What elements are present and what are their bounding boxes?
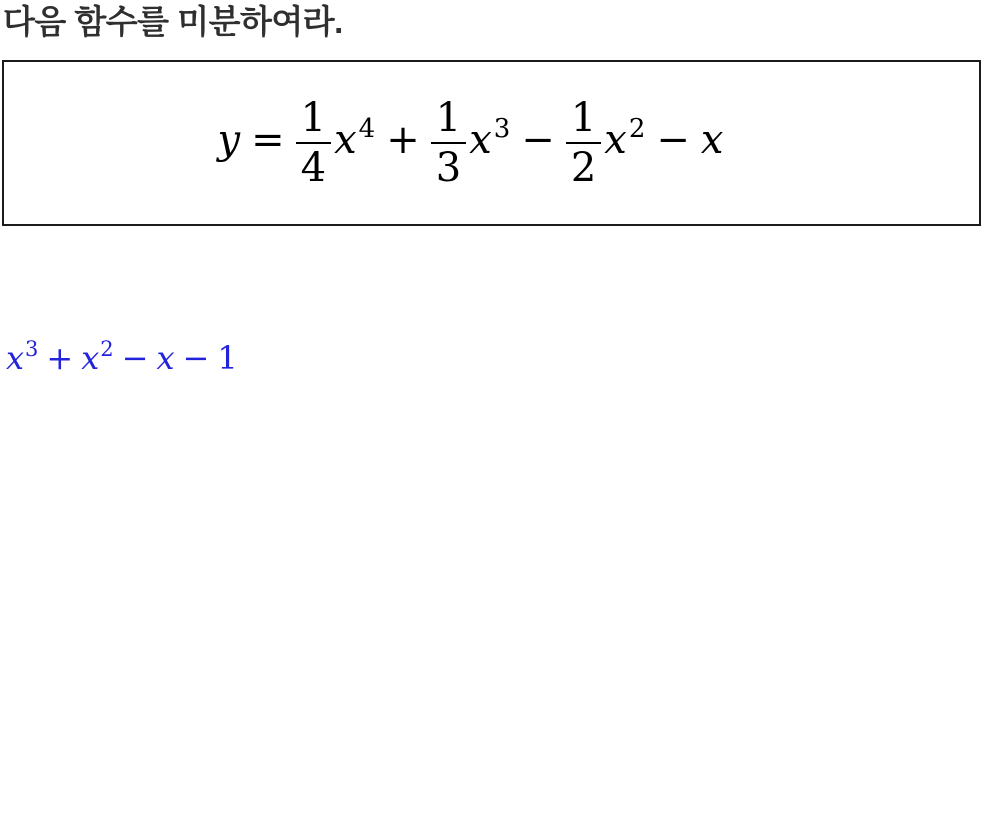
constant-one: 1 xyxy=(217,339,238,377)
fraction-denominator: 2 xyxy=(566,142,601,189)
math-var-x: x xyxy=(334,117,357,163)
term-x-power-3 xyxy=(6,339,38,377)
problem-prompt: 다음 함수를 미분하여라. xyxy=(3,3,343,40)
math-var-y: y xyxy=(217,117,241,163)
fraction-one-third xyxy=(431,97,466,189)
fraction-one-fourth xyxy=(296,97,331,189)
minus-sign: − xyxy=(121,339,149,377)
fraction-numerator: 1 xyxy=(300,95,327,141)
fraction-denominator: 4 xyxy=(296,142,331,189)
fraction-one-half xyxy=(566,97,601,189)
math-var-x: x xyxy=(156,339,175,377)
minus-sign: − xyxy=(656,117,690,163)
math-var-x: x xyxy=(700,117,724,163)
problem-equation xyxy=(218,97,724,189)
term-x-power-4 xyxy=(334,114,376,163)
plus-sign: + xyxy=(386,117,420,163)
problem-box xyxy=(2,60,981,226)
equals-sign: = xyxy=(251,117,285,163)
fraction-denominator: 3 xyxy=(431,142,466,189)
fraction-numerator: 1 xyxy=(435,95,462,141)
minus-sign: − xyxy=(182,339,210,377)
math-var-x: x xyxy=(604,117,627,163)
math-var-x: x xyxy=(469,117,492,163)
exponent-4: 4 xyxy=(358,114,376,144)
term-x-power-2 xyxy=(604,114,646,163)
term-x-power-2 xyxy=(81,339,113,377)
exponent-3: 3 xyxy=(25,337,39,361)
answer-expression xyxy=(6,336,238,380)
term-x-power-3 xyxy=(469,114,511,163)
math-var-x: x xyxy=(6,339,25,377)
minus-sign: − xyxy=(521,117,555,163)
exponent-2: 2 xyxy=(100,337,114,361)
math-var-x: x xyxy=(81,339,100,377)
exponent-2: 2 xyxy=(628,114,646,144)
fraction-numerator: 1 xyxy=(570,95,597,141)
plus-sign: + xyxy=(46,339,74,377)
exponent-3: 3 xyxy=(493,114,511,144)
